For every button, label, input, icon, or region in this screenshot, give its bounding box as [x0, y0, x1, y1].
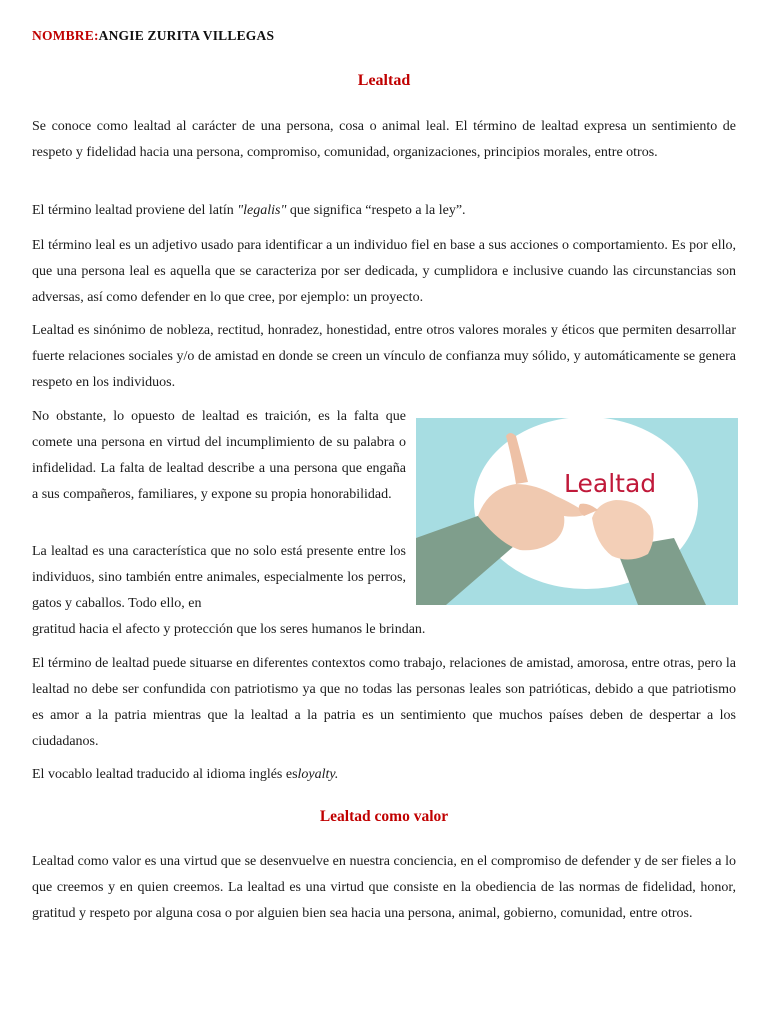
name-value: ANGIE ZURITA VILLEGAS [98, 28, 275, 43]
section-heading-value: Lealtad como valor [319, 808, 449, 825]
pinky-promise-image [416, 418, 738, 605]
paragraph-opposite: No obstante, lo opuesto de lealtad es traición, es la falta que comete una persona en virtud del incumplimiento de su palabra o infidelidad. La falta de lealtad describe a una persona que engaña a sus compañeros, familiares, y expone su propia honorabilidad. [32, 409, 406, 502]
paragraph-value: Lealtad como valor es una virtud que se desenvuelve en nuestra conciencia, en el compromiso de defender y de ser fieles a lo que creemos y en quien creemos. La lealtad es una virtud que consiste en la obediencia de las normas de fidelidad, honor, gratitud y respeto por alguna cosa o por alguien bien sea hacia una persona, animal, gobierno, comunidad, entre otros. [32, 854, 736, 921]
image-caption-text: Lealtad [564, 469, 657, 498]
paragraph-definition: Se conoce como lealtad al carácter de una persona, cosa o animal leal. El término de lealtad expresa un sentimiento de respeto y fidelidad hacia una persona, compromiso, comunidad, organizaciones, principios morales, entre otros. [32, 119, 736, 160]
paragraph-etymology: El término lealtad proviene del latín "legalis" que significa “respeto a la ley”. [32, 203, 466, 218]
document-title: Lealtad [357, 72, 411, 89]
lealtad-illustration [416, 418, 738, 605]
paragraph-english: El vocablo lealtad traducido al idioma inglés esloyalty. [32, 767, 339, 782]
paragraph-animals: La lealtad es una característica que no solo está presente entre los individuos, sino también entre animales, especialmente los perros, gatos y caballos. Todo ello, en [32, 544, 406, 611]
paragraph-leal-adjective: El término leal es un adjetivo usado para identificar a un individuo fiel en base a sus acciones o comportamiento. Es por ello, que una persona leal es aquella que se caracteriza por ser dedicada, y cumplidora e inclusive cuando las circunstancias son adversas, así como defender en lo que cree, por ejemplo: un proyecto. [32, 238, 736, 305]
paragraph-animals-continued: gratitud hacia el afecto y protección que los seres humanos le brindan. [32, 622, 426, 637]
paragraph-contexts: El término de lealtad puede situarse en diferentes contextos como trabajo, relaciones de amistad, amorosa, entre otras, pero la lealtad no debe ser confundida con patriotismo ya que no todas las personas leales son patrióticas, debido a que patriotismo es amor a la patria mientras que la lealtad a la patria es un sentimiento que muchos países deben de despertar a los ciudadanos. [32, 656, 736, 749]
latin-term: "legalis" [237, 203, 287, 218]
english-term: loyalty. [297, 767, 339, 782]
paragraph-synonyms: Lealtad es sinónimo de nobleza, rectitud, honradez, honestidad, entre otros valores morales y éticos que permiten desarrollar fuerte relaciones sociales y/o de amistad en donde se creen un vínculo de confianza muy sólido, y automáticamente se genera respeto en los individuos. [32, 323, 736, 390]
name-label: NOMBRE: [32, 28, 99, 43]
student-name-line [32, 28, 274, 44]
